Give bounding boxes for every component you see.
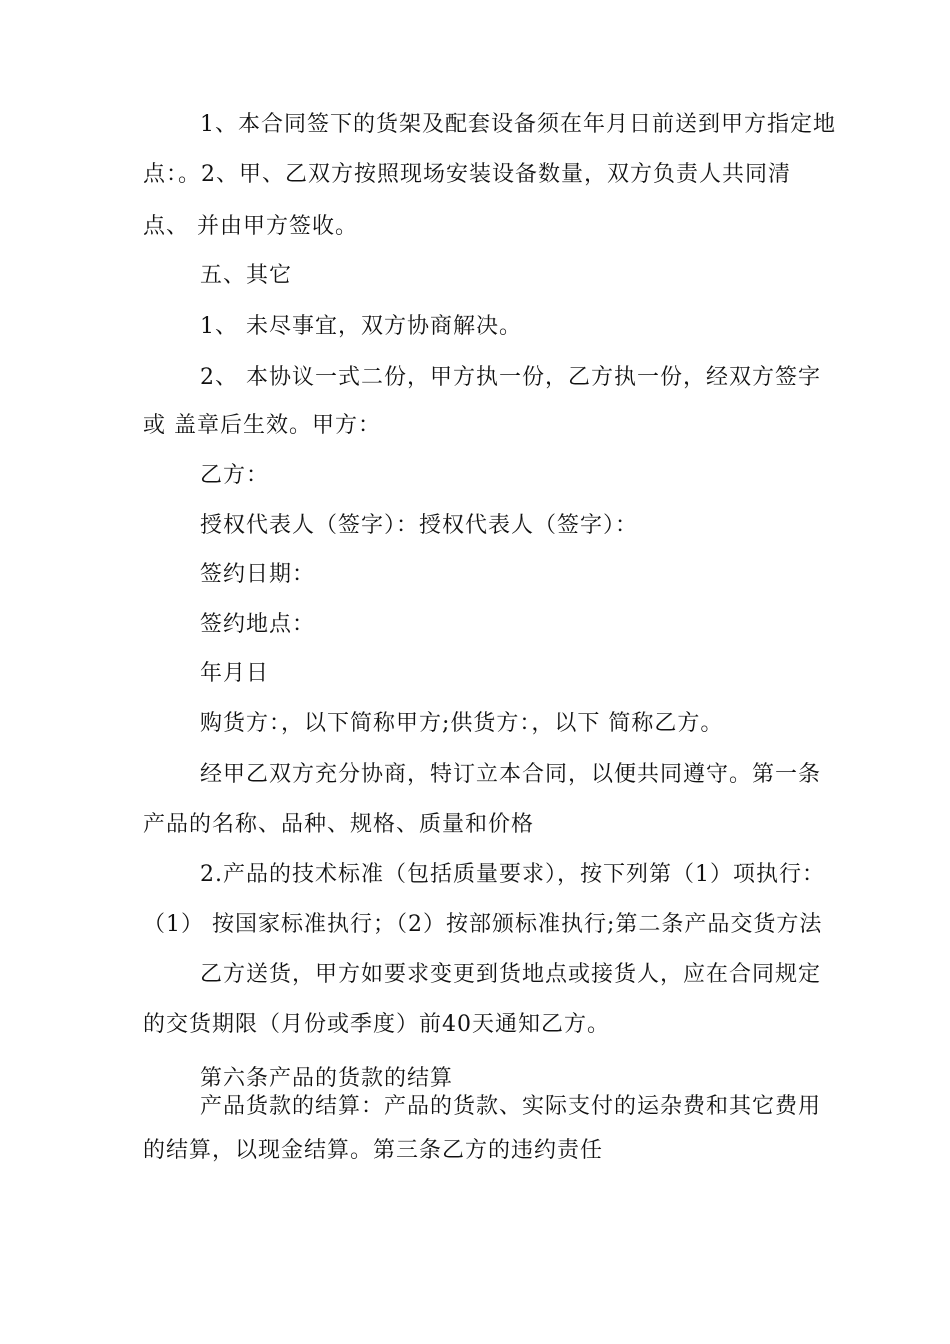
- signature-field: 签约地点：: [200, 612, 316, 637]
- paragraph-line: 产品的名称、品种、规格、质量和价格: [143, 812, 535, 837]
- paragraph-line: 2、 本协议一式二份，甲方执一份，乙方执一份，经双方签字: [200, 365, 821, 390]
- paragraph-line: 购货方：，以下简称甲方;供货方：，以下 简称乙方。: [200, 711, 724, 736]
- paragraph-line: 1、本合同签下的货架及配套设备须在年月日前送到甲方指定地: [200, 112, 836, 137]
- paragraph-line: 的结算，以现金结算。第三条乙方的违约责任: [143, 1138, 604, 1163]
- section-heading: 五、其它: [200, 263, 293, 288]
- paragraph-line: 的交货期限（月份或季度）前40天通知乙方。: [143, 1012, 610, 1037]
- paragraph-line: （1） 按国家标准执行；（2）按部颁标准执行;第二条产品交货方法: [143, 912, 823, 937]
- signature-field: 签约日期：: [200, 562, 316, 587]
- paragraph-line: 经甲乙双方充分协商，特订立本合同，以便共同遵守。第一条: [200, 762, 822, 787]
- paragraph-line: 2.产品的技术标准（包括质量要求），按下列第（1）项执行：: [200, 862, 825, 887]
- signature-field: 授权代表人（签字）：授权代表人（签字）：: [200, 513, 639, 538]
- paragraph-line: 点、 并由甲方签收。: [143, 214, 358, 239]
- paragraph-line: 或 盖章后生效。甲方：: [143, 413, 381, 438]
- paragraph-line: 乙方送货，甲方如要求变更到货地点或接货人，应在合同规定: [200, 962, 822, 987]
- section-heading: 第六条产品的货款的结算: [200, 1066, 454, 1091]
- paragraph-line: 点：。2、甲、乙双方按照现场安装设备数量，双方负责人共同清: [143, 162, 791, 187]
- signature-field: 乙方：: [200, 463, 270, 488]
- paragraph-line: 产品货款的结算：产品的货款、实际支付的运杂费和其它费用: [200, 1094, 822, 1119]
- date-line: 年月日: [200, 661, 270, 686]
- paragraph-line: 1、 未尽事宜，双方协商解决。: [200, 314, 522, 339]
